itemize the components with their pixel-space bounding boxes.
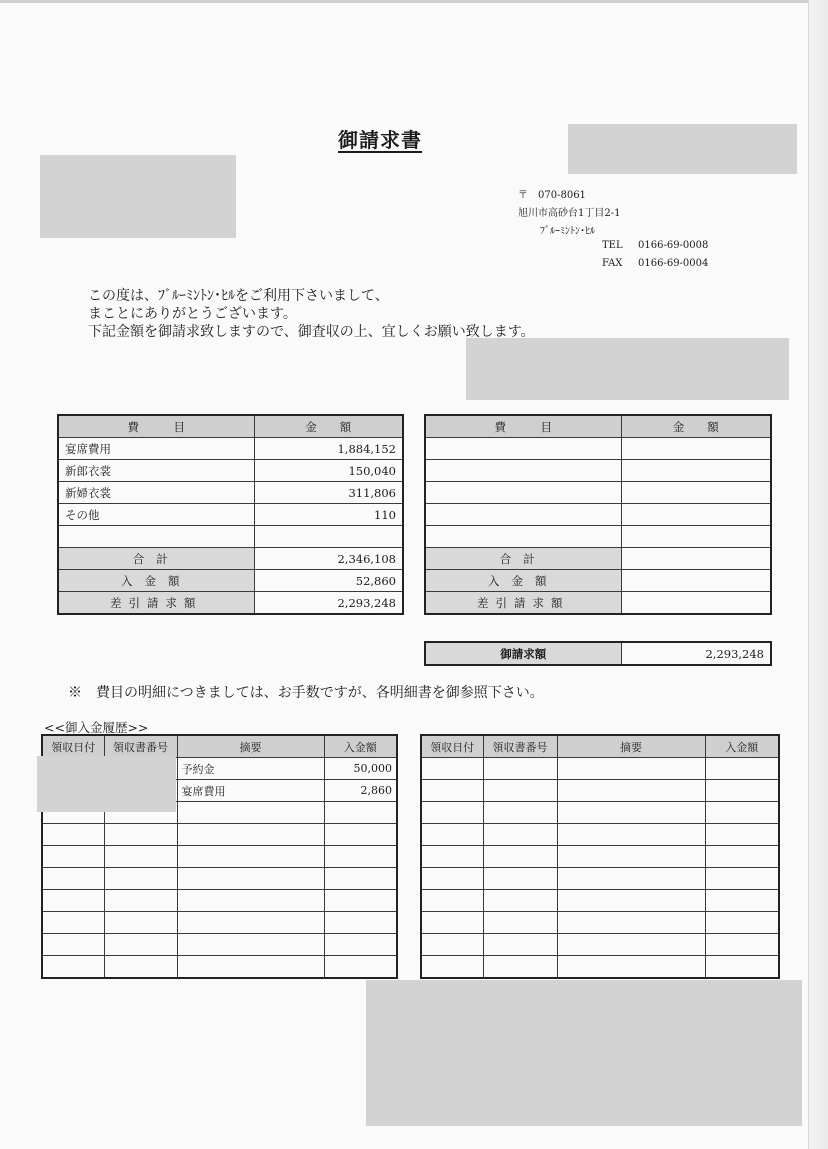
right-balance-label: 差引請求額 xyxy=(425,592,621,615)
table-row xyxy=(421,846,779,868)
issuer-name: ﾌﾞﾙｰﾐﾝﾄﾝ･ﾋﾙ xyxy=(540,226,595,237)
fee-amount: 311,806 xyxy=(254,482,403,504)
history-right-header-amount: 入金額 xyxy=(705,735,779,758)
fee-item xyxy=(58,526,254,548)
issuer-tel-label: TEL xyxy=(602,240,623,251)
table-row xyxy=(421,824,779,846)
fee-amount: 110 xyxy=(254,504,403,526)
table-row xyxy=(425,438,771,460)
fee-item: その他 xyxy=(58,504,254,526)
received-amount: 52,860 xyxy=(254,570,403,592)
payment-history-label: <<御入金履歴>> xyxy=(44,720,149,735)
table-row xyxy=(425,526,771,548)
fees-table xyxy=(57,414,404,615)
table-row xyxy=(42,846,397,868)
right-total-label: 合計 xyxy=(425,548,621,570)
issuer-tel: 0166-69-0008 xyxy=(638,240,709,251)
fee-amount: 1,884,152 xyxy=(254,438,403,460)
redacted-stamp xyxy=(466,338,789,400)
history-header-desc: 摘要 xyxy=(177,735,324,758)
table-row xyxy=(42,868,397,890)
detail-note: ※ 費目の明細につきましては、お手数ですが、各明細書を御参照下さい。 xyxy=(68,685,544,701)
fee-amount: 150,040 xyxy=(254,460,403,482)
history-right-header-date: 領収日付 xyxy=(421,735,483,758)
greeting-line-2: まことにありがとうございます。 xyxy=(88,306,297,322)
history-right-header-receipt: 領収書番号 xyxy=(483,735,557,758)
redacted-date xyxy=(568,124,797,174)
table-row xyxy=(58,504,403,526)
right-total-amount xyxy=(621,548,771,570)
table-row xyxy=(421,956,779,979)
table-row xyxy=(42,934,397,956)
redacted-recipient xyxy=(40,155,236,238)
table-row xyxy=(421,890,779,912)
history-header-receipt: 領収書番号 xyxy=(104,735,177,758)
table-row xyxy=(421,934,779,956)
right-received-label: 入金額 xyxy=(425,570,621,592)
history-desc: 宴席費用 xyxy=(177,780,324,802)
greeting-line-1: この度は、ﾌﾞﾙｰﾐﾝﾄﾝ･ﾋﾙをご利用下さいまして、 xyxy=(88,288,389,304)
table-row xyxy=(42,956,397,979)
total-amount: 2,346,108 xyxy=(254,548,403,570)
table-row xyxy=(425,504,771,526)
fees-header-item: 費 目 xyxy=(58,415,254,438)
table-row xyxy=(42,824,397,846)
history-amount: 50,000 xyxy=(324,758,397,780)
fee-item: 新郎衣裳 xyxy=(58,460,254,482)
history-header-amount: 入金額 xyxy=(324,735,397,758)
fees-right-header-item: 費 目 xyxy=(425,415,621,438)
table-row xyxy=(421,780,779,802)
table-row xyxy=(42,890,397,912)
invoice-total-label: 御請求額 xyxy=(425,642,621,665)
fee-item: 宴席費用 xyxy=(58,438,254,460)
table-row xyxy=(425,482,771,504)
history-header-date: 領収日付 xyxy=(42,735,104,758)
fees-table-right xyxy=(424,414,772,615)
balance-amount: 2,293,248 xyxy=(254,592,403,615)
fee-item: 新婦衣裳 xyxy=(58,482,254,504)
table-row xyxy=(421,802,779,824)
history-desc: 予約金 xyxy=(177,758,324,780)
received-label: 入金額 xyxy=(58,570,254,592)
table-row xyxy=(42,912,397,934)
right-received-amount xyxy=(621,570,771,592)
fees-right-header-amount: 金 額 xyxy=(621,415,771,438)
table-row xyxy=(421,758,779,780)
payment-history-table-right xyxy=(420,734,780,979)
total-label: 合計 xyxy=(58,548,254,570)
table-row xyxy=(421,868,779,890)
table-row xyxy=(58,526,403,548)
table-row xyxy=(425,460,771,482)
fees-header-amount: 金 額 xyxy=(254,415,403,438)
invoice-total-value: 2,293,248 xyxy=(621,642,771,665)
document-title: 御請求書 xyxy=(338,128,422,152)
table-row xyxy=(58,438,403,460)
balance-label: 差引請求額 xyxy=(58,592,254,615)
table-row xyxy=(58,482,403,504)
issuer-postal: 〒 070-8061 xyxy=(518,190,586,201)
table-row xyxy=(421,912,779,934)
issuer-address: 旭川市高砂台1丁目2-1 xyxy=(518,208,621,219)
scan-edge-top xyxy=(0,0,828,3)
issuer-fax-label: FAX xyxy=(602,258,623,269)
history-amount: 2,860 xyxy=(324,780,397,802)
redacted-bank-info xyxy=(366,980,802,1126)
fee-amount xyxy=(254,526,403,548)
table-row xyxy=(58,460,403,482)
right-balance-amount xyxy=(621,592,771,615)
issuer-fax: 0166-69-0004 xyxy=(638,258,709,269)
history-right-header-desc: 摘要 xyxy=(557,735,705,758)
invoice-total-box xyxy=(424,641,772,666)
greeting-line-3: 下記金額を御請求致しますので、御査収の上、宜しくお願い致します。 xyxy=(88,324,535,340)
scan-edge-right xyxy=(808,0,828,1149)
redacted-history-dates xyxy=(37,756,176,812)
